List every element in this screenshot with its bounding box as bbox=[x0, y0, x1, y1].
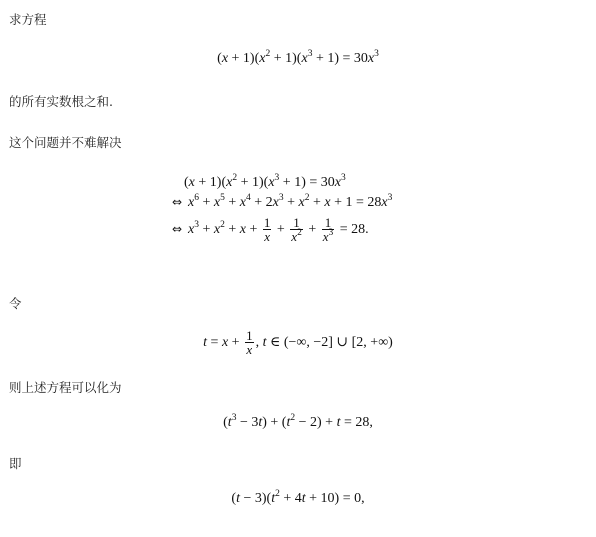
fraction-one-over-x: $\frac{1}{x}$ bbox=[246, 328, 253, 358]
fraction-one-over-x3: $\frac{1}{x^3}$ bbox=[322, 215, 334, 245]
equation-main: $(x + 1)(x^2 + 1)(x^3 + 1) = 30x^3$ bbox=[217, 49, 379, 66]
fraction-one-over-x2: $\frac{1}{x^2}$ bbox=[291, 215, 302, 245]
equation-row-2: ⇔ $x^6 + x^5 + x^4 + 2x^3 + x^2 + x + 1 = 28x^3$ bbox=[172, 193, 393, 210]
let-text: 令 bbox=[9, 296, 22, 311]
iff-icon: ⇔ bbox=[172, 195, 183, 209]
question-text: 的所有实数根之和. bbox=[9, 94, 113, 109]
equation-substitution: t = x + $\frac{1}{x}$ , t ∈ (−∞, −2] ∪ [2, +∞) bbox=[203, 328, 393, 358]
equation-row-1: $(x + 1)(x^2 + 1)(x^3 + 1) = 30x^3$ bbox=[184, 173, 346, 190]
fraction-one-over-x: $\frac{1}{x}$ bbox=[263, 215, 271, 245]
equation-factored: $(t - 3)(t^2 + 4t + 10) = 0$, bbox=[231, 489, 365, 506]
namely-text: 即 bbox=[9, 456, 22, 471]
intro-text: 求方程 bbox=[9, 12, 47, 27]
rewrite-text: 则上述方程可以化为 bbox=[9, 380, 122, 395]
equation-block-expansion bbox=[172, 174, 392, 246]
iff-icon: ⇔ bbox=[172, 222, 183, 236]
solution-intro-text: 这个问题并不难解决 bbox=[9, 135, 122, 150]
equation-in-t: $(t^3 - 3t) + (t^2 - 2) + t = 28$, bbox=[223, 413, 373, 430]
equation-row-3: ⇔ $x^3 + x^2 + x$ + $\frac{1}{x}$ + $\frac{1}{x^2}$ + $\frac{1}{x^3}$ = 28. bbox=[172, 212, 392, 246]
